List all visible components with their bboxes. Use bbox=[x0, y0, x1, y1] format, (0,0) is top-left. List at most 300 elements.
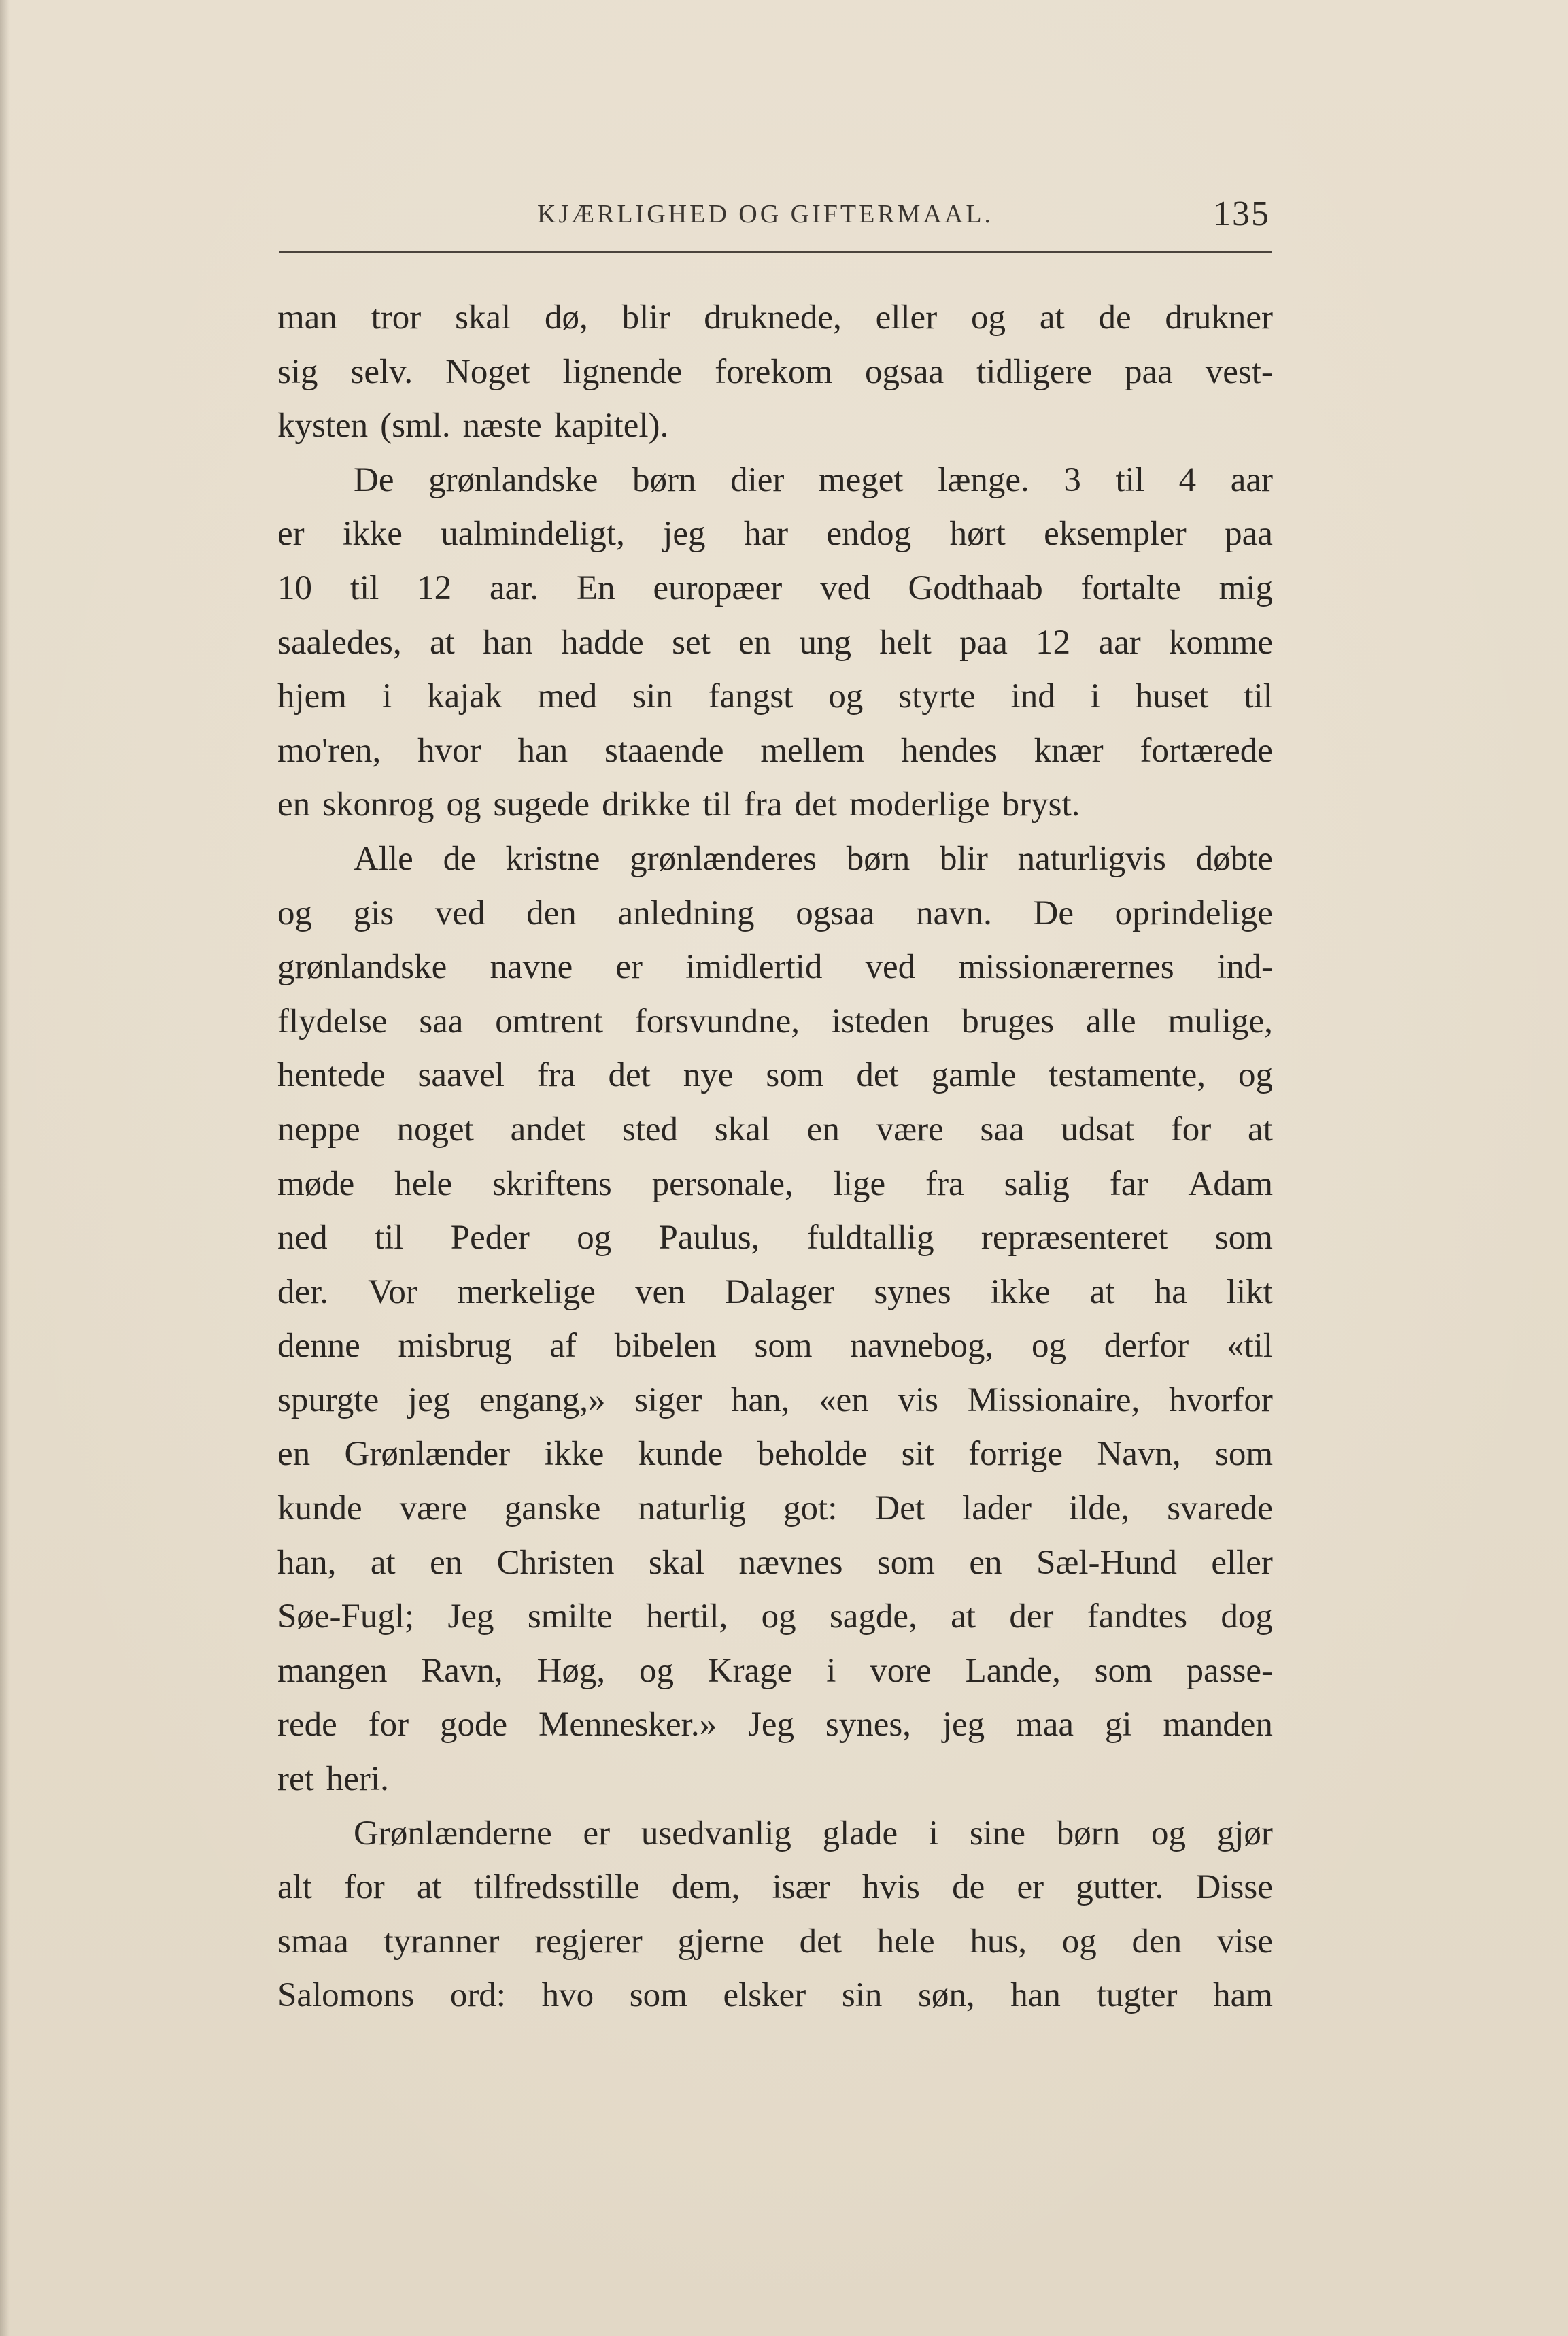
word: børn bbox=[632, 460, 696, 499]
word: at bbox=[951, 1597, 976, 1636]
word: naturlig bbox=[638, 1489, 747, 1528]
word: De bbox=[1033, 894, 1074, 932]
word: Peder bbox=[450, 1219, 530, 1257]
word: den bbox=[1131, 1922, 1182, 1961]
word: længe. bbox=[938, 460, 1029, 499]
word: som bbox=[876, 1543, 935, 1582]
text-line bbox=[277, 887, 1273, 941]
word: dog bbox=[1221, 1597, 1273, 1636]
word: 3 bbox=[1063, 460, 1081, 499]
word: er bbox=[277, 515, 305, 554]
text-line bbox=[277, 724, 1273, 779]
word: sig bbox=[277, 352, 318, 391]
word: og bbox=[1061, 1922, 1097, 1961]
body-text bbox=[277, 291, 1273, 2023]
word: derfor bbox=[1104, 1327, 1189, 1366]
text-line bbox=[277, 345, 1273, 400]
text-line bbox=[277, 616, 1273, 671]
word: er bbox=[615, 948, 643, 987]
word: som bbox=[629, 1976, 687, 2015]
word: personale, bbox=[651, 1164, 794, 1203]
word: set bbox=[672, 623, 711, 662]
word: ved bbox=[434, 894, 485, 932]
word: neppe bbox=[277, 1110, 360, 1149]
text-line bbox=[277, 1266, 1273, 1320]
text-line bbox=[277, 1807, 1273, 1861]
word: og bbox=[1151, 1814, 1186, 1852]
word: fortærede bbox=[1140, 731, 1273, 770]
text-line bbox=[277, 1861, 1273, 1915]
word: Grønlænder bbox=[344, 1435, 511, 1474]
word: til bbox=[374, 1219, 404, 1257]
word: der. bbox=[277, 1272, 329, 1311]
word: fra bbox=[536, 1056, 576, 1095]
word: ikke bbox=[544, 1435, 604, 1474]
word: blir bbox=[940, 839, 988, 878]
word: gjør bbox=[1216, 1814, 1273, 1852]
word: huset bbox=[1135, 677, 1209, 716]
word: isteden bbox=[831, 1002, 930, 1040]
page-header bbox=[279, 194, 1272, 255]
word: noget bbox=[396, 1110, 474, 1149]
word: alt bbox=[277, 1868, 312, 1907]
word: han bbox=[1010, 1976, 1061, 2015]
word: moderlige bbox=[849, 785, 990, 824]
word: lader bbox=[962, 1489, 1032, 1528]
word: Grønlænderne bbox=[354, 1814, 552, 1852]
word: mellem bbox=[760, 731, 865, 770]
text-line bbox=[277, 1374, 1273, 1428]
word: paa bbox=[959, 623, 1008, 662]
word: Det bbox=[874, 1489, 925, 1528]
text-line bbox=[277, 1698, 1273, 1753]
word: skal bbox=[648, 1543, 705, 1582]
word: og bbox=[1238, 1056, 1273, 1095]
word: Sæl-Hund bbox=[1036, 1543, 1177, 1582]
word: fra bbox=[925, 1164, 964, 1203]
word: ret bbox=[277, 1760, 314, 1799]
text-line bbox=[277, 1536, 1273, 1591]
word: smaa bbox=[277, 1922, 349, 1961]
word: kristne bbox=[505, 839, 600, 878]
word: glade bbox=[822, 1814, 898, 1852]
word: ung bbox=[799, 623, 851, 662]
word: sugede bbox=[493, 785, 590, 824]
word: i bbox=[928, 1814, 939, 1852]
word: ven bbox=[635, 1272, 685, 1311]
word: ogsaa bbox=[796, 894, 875, 932]
word: ind bbox=[1010, 677, 1055, 716]
word: merkelige bbox=[457, 1272, 596, 1311]
word: sted bbox=[621, 1110, 678, 1149]
word: salig bbox=[1004, 1164, 1070, 1203]
word: hørt bbox=[949, 515, 1006, 554]
word: man bbox=[277, 299, 337, 337]
word: Disse bbox=[1195, 1868, 1273, 1907]
word: andet bbox=[510, 1110, 586, 1149]
word: imidlertid bbox=[685, 948, 823, 987]
text-line bbox=[277, 1103, 1273, 1157]
word: jeg bbox=[942, 1706, 985, 1744]
word: far bbox=[1109, 1164, 1148, 1203]
word: heri. bbox=[326, 1760, 389, 1799]
word: han, bbox=[731, 1381, 790, 1419]
text-line bbox=[277, 1319, 1273, 1374]
word: og bbox=[828, 677, 864, 716]
word: en bbox=[430, 1543, 463, 1582]
word: ha bbox=[1154, 1272, 1187, 1311]
word: ualmindeligt, bbox=[441, 515, 625, 554]
word: han bbox=[517, 731, 568, 770]
word: som bbox=[766, 1056, 824, 1095]
word: skal bbox=[714, 1110, 770, 1149]
word: vore bbox=[870, 1651, 932, 1690]
word: drukner bbox=[1165, 299, 1273, 337]
word: jeg bbox=[663, 515, 706, 554]
word: og bbox=[638, 1651, 674, 1690]
word: Christen bbox=[496, 1543, 615, 1582]
word: aar bbox=[1098, 623, 1141, 662]
page-edge-shadow bbox=[0, 0, 10, 2336]
word: mangen bbox=[277, 1651, 388, 1690]
word: Paulus, bbox=[658, 1219, 760, 1257]
word: engang,» bbox=[479, 1381, 606, 1419]
word: en bbox=[277, 1435, 311, 1474]
word: navne bbox=[490, 948, 573, 987]
word: ikke bbox=[990, 1272, 1051, 1311]
word: til bbox=[1115, 460, 1145, 499]
word: hertil, bbox=[645, 1597, 728, 1636]
word: i bbox=[1090, 677, 1100, 716]
word: saavel bbox=[417, 1056, 505, 1095]
word: det bbox=[608, 1056, 651, 1095]
word: Vor bbox=[368, 1272, 417, 1311]
word: bibelen bbox=[614, 1327, 717, 1366]
word: beholde bbox=[757, 1435, 868, 1474]
word: som bbox=[1214, 1435, 1273, 1474]
word: nævnes bbox=[738, 1543, 843, 1582]
word: døbte bbox=[1195, 839, 1273, 878]
word: passe- bbox=[1186, 1651, 1273, 1690]
word: naturligvis bbox=[1017, 839, 1166, 878]
word: ord: bbox=[449, 1976, 506, 2015]
word: 10 bbox=[277, 569, 312, 607]
word: helt bbox=[879, 623, 932, 662]
word: at bbox=[1089, 1272, 1115, 1311]
word: fra bbox=[743, 785, 783, 824]
word: tidligere bbox=[976, 352, 1093, 391]
word: fuldtallig bbox=[806, 1219, 934, 1257]
word: vis bbox=[898, 1381, 938, 1419]
word: regjerer bbox=[534, 1922, 643, 1961]
word: ilde, bbox=[1068, 1489, 1130, 1528]
word: selv. bbox=[350, 352, 413, 391]
text-line bbox=[277, 1969, 1273, 2023]
text-line bbox=[277, 399, 1273, 454]
text-line bbox=[277, 291, 1273, 345]
word: af bbox=[549, 1327, 577, 1366]
word: ind- bbox=[1216, 948, 1273, 987]
text-line bbox=[277, 1427, 1273, 1482]
word: at bbox=[370, 1543, 396, 1582]
word: at bbox=[416, 1868, 442, 1907]
word: Adam bbox=[1188, 1164, 1273, 1203]
word: ned bbox=[277, 1219, 328, 1257]
word: Missionaire, bbox=[967, 1381, 1140, 1419]
word: Høg, bbox=[536, 1651, 606, 1690]
word: Godthaab bbox=[908, 569, 1043, 607]
word: missionærernes bbox=[958, 948, 1174, 987]
text-line bbox=[277, 1753, 1273, 1807]
word: sine bbox=[969, 1814, 1025, 1852]
word: nye bbox=[683, 1056, 734, 1095]
word: lignende bbox=[562, 352, 683, 391]
word: meget bbox=[818, 460, 904, 499]
word: og bbox=[1031, 1327, 1066, 1366]
word: og bbox=[277, 894, 312, 932]
word: bruges bbox=[961, 1002, 1055, 1040]
word: forekom bbox=[715, 352, 833, 391]
word: misbrug bbox=[398, 1327, 512, 1366]
word: grønlandske bbox=[428, 460, 598, 499]
word: gjerne bbox=[677, 1922, 764, 1961]
word: testamente, bbox=[1049, 1056, 1206, 1095]
word: for bbox=[1170, 1110, 1212, 1149]
word: hele bbox=[876, 1922, 935, 1961]
word: anledning bbox=[617, 894, 755, 932]
word: hvor bbox=[417, 731, 481, 770]
word: 4 bbox=[1178, 460, 1197, 499]
word: sin bbox=[632, 677, 673, 716]
word: fortalte bbox=[1080, 569, 1181, 607]
word: gamle bbox=[931, 1056, 1017, 1095]
word: eksempler bbox=[1044, 515, 1187, 554]
word: børn bbox=[846, 839, 910, 878]
word: grønlandske bbox=[277, 948, 447, 987]
word: en bbox=[969, 1543, 1002, 1582]
word: hvo bbox=[541, 1976, 594, 2015]
word: tilfredsstille bbox=[473, 1868, 640, 1907]
word: dø, bbox=[545, 299, 588, 337]
word: i bbox=[381, 677, 392, 716]
word: Jeg bbox=[447, 1597, 494, 1636]
word: rede bbox=[277, 1706, 337, 1744]
word: got: bbox=[783, 1489, 838, 1528]
word: flydelse bbox=[277, 1002, 388, 1040]
word: er bbox=[583, 1814, 611, 1852]
word: Noget bbox=[445, 352, 530, 391]
word: drikke bbox=[602, 785, 691, 824]
word: sin bbox=[841, 1976, 883, 2015]
text-line bbox=[277, 670, 1273, 724]
word: og bbox=[577, 1219, 612, 1257]
word: mo'ren, bbox=[277, 731, 381, 770]
word: elsker bbox=[723, 1976, 806, 2015]
word: kapitel). bbox=[553, 407, 669, 445]
word: saa bbox=[980, 1110, 1025, 1149]
word: kajak bbox=[427, 677, 502, 716]
word: næste bbox=[462, 407, 542, 445]
word: en bbox=[277, 785, 311, 824]
word: være bbox=[876, 1110, 944, 1149]
word: at bbox=[1039, 299, 1065, 337]
word: ogsaa bbox=[865, 352, 944, 391]
word: hus, bbox=[970, 1922, 1027, 1961]
word: forrige bbox=[968, 1435, 1063, 1474]
text-line bbox=[277, 778, 1273, 832]
word: denne bbox=[277, 1327, 360, 1366]
word: har bbox=[743, 515, 789, 554]
word: lige bbox=[833, 1164, 886, 1203]
word: bryst. bbox=[1002, 785, 1080, 824]
word: aar bbox=[1230, 460, 1273, 499]
word: til bbox=[702, 785, 732, 824]
word: gis bbox=[353, 894, 394, 932]
word: med bbox=[537, 677, 598, 716]
word: ham bbox=[1213, 1976, 1273, 2015]
word: grønlænderes bbox=[630, 839, 817, 878]
word: kunde bbox=[638, 1435, 723, 1474]
word: likt bbox=[1226, 1272, 1273, 1311]
word: sit bbox=[901, 1435, 934, 1474]
word: hele bbox=[394, 1164, 453, 1203]
page-number: 135 bbox=[1213, 194, 1270, 233]
word: navn. bbox=[916, 894, 992, 932]
word: hvis bbox=[862, 1868, 920, 1907]
word: især bbox=[772, 1868, 830, 1907]
word: de bbox=[443, 839, 476, 878]
word: Jeg bbox=[747, 1706, 794, 1744]
word: gi bbox=[1104, 1706, 1132, 1744]
word: staaende bbox=[604, 731, 724, 770]
word: Krage bbox=[707, 1651, 793, 1690]
word: manden bbox=[1163, 1706, 1273, 1744]
word: hjem bbox=[277, 677, 347, 716]
word: komme bbox=[1169, 623, 1273, 662]
word: for bbox=[368, 1706, 409, 1744]
word: eller bbox=[875, 299, 938, 337]
word: det bbox=[794, 785, 837, 824]
word: smilte bbox=[527, 1597, 613, 1636]
text-line bbox=[277, 832, 1273, 887]
word: navnebog, bbox=[850, 1327, 994, 1366]
word: skonrog bbox=[322, 785, 434, 824]
word: paa bbox=[1125, 352, 1173, 391]
word: aar. bbox=[489, 569, 539, 607]
word: Lande, bbox=[965, 1651, 1061, 1690]
word: dem, bbox=[671, 1868, 740, 1907]
word: hendes bbox=[901, 731, 998, 770]
word: svarede bbox=[1167, 1489, 1273, 1528]
word: dier bbox=[730, 460, 785, 499]
word: sagde, bbox=[829, 1597, 917, 1636]
word: ved bbox=[865, 948, 916, 987]
word: Mennesker.» bbox=[539, 1706, 717, 1744]
word: jeg bbox=[407, 1381, 451, 1419]
text-line bbox=[277, 1590, 1273, 1644]
word: en bbox=[806, 1110, 840, 1149]
word: at bbox=[1248, 1110, 1273, 1149]
word: omtrent bbox=[495, 1002, 603, 1040]
word: børn bbox=[1056, 1814, 1121, 1852]
word: kysten bbox=[277, 407, 369, 445]
word: mulige, bbox=[1168, 1002, 1273, 1040]
word: at bbox=[429, 623, 455, 662]
word: det bbox=[856, 1056, 899, 1095]
word: ved bbox=[820, 569, 870, 607]
word: maa bbox=[1016, 1706, 1074, 1744]
word: kunde bbox=[277, 1489, 362, 1528]
word: som bbox=[1094, 1651, 1153, 1690]
word: fangst bbox=[708, 677, 794, 716]
word: alle bbox=[1086, 1002, 1136, 1040]
word: forsvundne, bbox=[634, 1002, 800, 1040]
word: for bbox=[344, 1868, 385, 1907]
text-line bbox=[277, 1644, 1273, 1699]
word: Alle bbox=[354, 839, 413, 878]
word: tyranner bbox=[384, 1922, 500, 1961]
word: 12 bbox=[1036, 623, 1071, 662]
word: det bbox=[799, 1922, 842, 1961]
word: blir bbox=[621, 299, 670, 337]
word: ganske bbox=[504, 1489, 601, 1528]
text-line bbox=[277, 1049, 1273, 1103]
word: gutter. bbox=[1076, 1868, 1164, 1907]
word: druknede, bbox=[704, 299, 842, 337]
word: En bbox=[576, 569, 615, 607]
word: «en bbox=[819, 1381, 869, 1419]
word: synes, bbox=[825, 1706, 911, 1744]
word: Ravn, bbox=[421, 1651, 503, 1690]
word: tugter bbox=[1096, 1976, 1178, 2015]
text-line bbox=[277, 1157, 1273, 1212]
word: er bbox=[1017, 1868, 1044, 1907]
word: til bbox=[350, 569, 379, 607]
word: til bbox=[1244, 677, 1273, 716]
text-line bbox=[277, 454, 1273, 508]
word: Navn, bbox=[1097, 1435, 1181, 1474]
word: vest- bbox=[1205, 352, 1273, 391]
word: ikke bbox=[343, 515, 403, 554]
text-line bbox=[277, 1482, 1273, 1536]
word: der bbox=[1009, 1597, 1054, 1636]
word: mig bbox=[1218, 569, 1273, 607]
word: hadde bbox=[561, 623, 644, 662]
text-line bbox=[277, 562, 1273, 616]
word: tror bbox=[371, 299, 422, 337]
word: han, bbox=[277, 1543, 337, 1582]
word: «til bbox=[1226, 1327, 1273, 1366]
running-title: KJÆRLIGHED OG GIFTERMAAL. bbox=[537, 200, 994, 228]
text-line bbox=[277, 1915, 1273, 1969]
word: endog bbox=[826, 515, 912, 554]
word: og bbox=[971, 299, 1006, 337]
word: repræsenteret bbox=[981, 1219, 1168, 1257]
word: skriftens bbox=[492, 1164, 612, 1203]
word: oprindelige bbox=[1114, 894, 1273, 932]
word: være bbox=[399, 1489, 467, 1528]
word: siger bbox=[634, 1381, 702, 1419]
text-line bbox=[277, 995, 1273, 1049]
word: søn, bbox=[918, 1976, 975, 2015]
word: Salomons bbox=[277, 1976, 415, 2015]
word: Dalager bbox=[724, 1272, 835, 1311]
word: paa bbox=[1225, 515, 1273, 554]
word: og bbox=[761, 1597, 796, 1636]
word: vise bbox=[1216, 1922, 1273, 1961]
word: i bbox=[826, 1651, 836, 1690]
word: 12 bbox=[417, 569, 452, 607]
